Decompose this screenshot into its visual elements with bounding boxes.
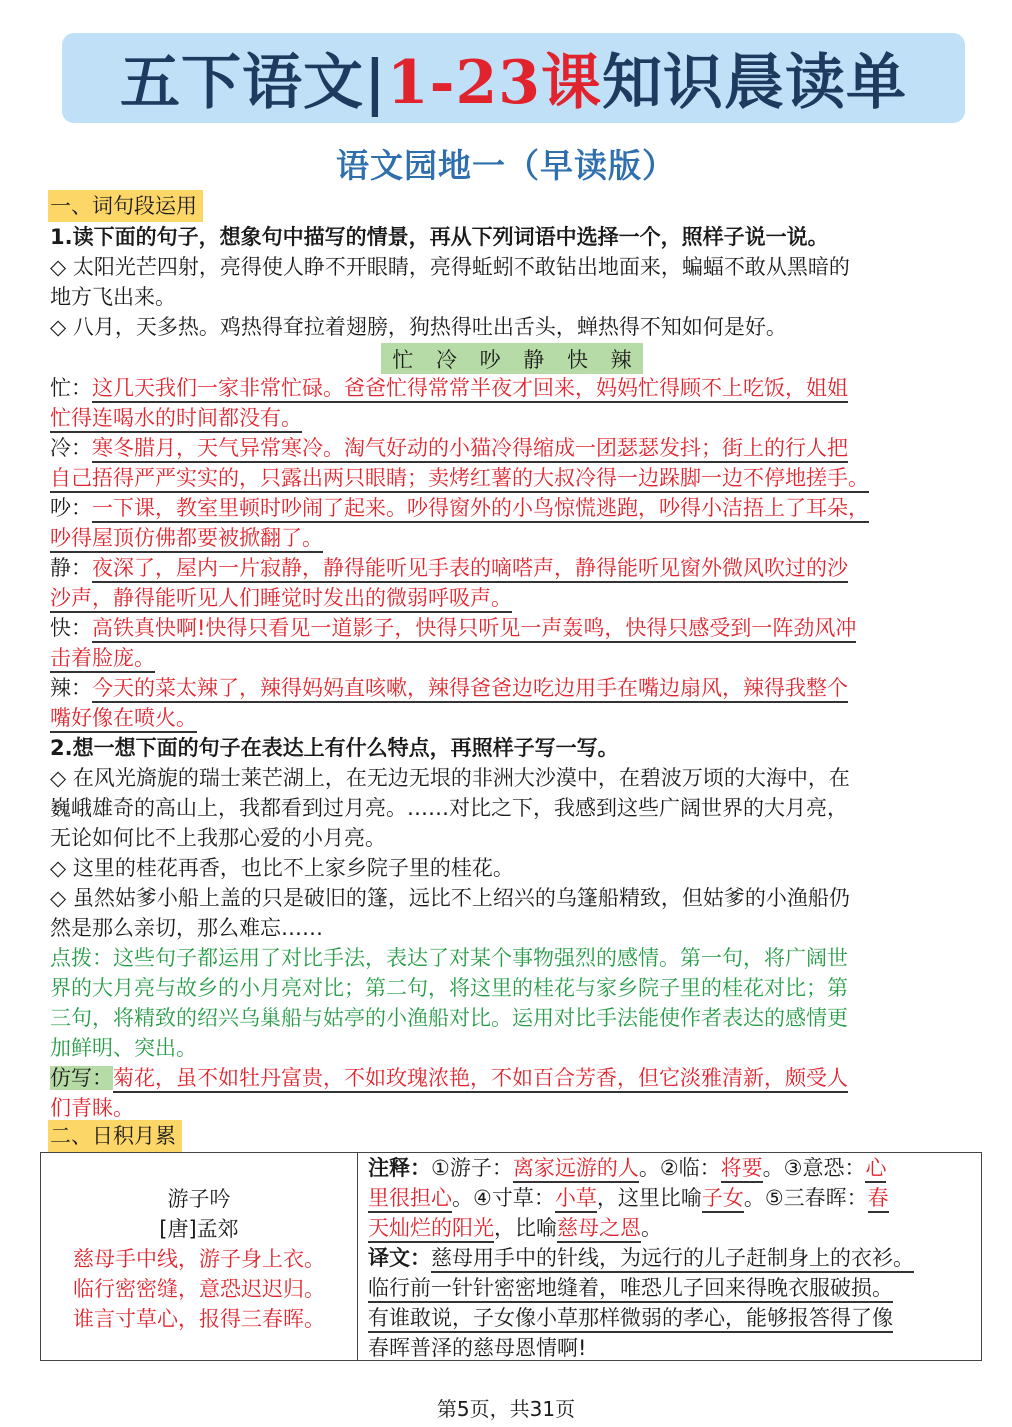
- translation-line3: 有谁敢说，子女像小草那样微弱的孝心，能够报答得了像: [368, 1303, 893, 1333]
- word-choice: 静: [523, 347, 545, 372]
- answer-la-line2: 嘴好像在喷火。: [50, 703, 197, 733]
- word-choice: 快: [566, 347, 588, 372]
- translation-line1: 译文：慈母用手中的针线，为远行的儿子赶制身上的衣衫。: [368, 1243, 914, 1273]
- answer-jing-line1: 静：夜深了，屋内一片寂静，静得能听见手表的嘀嗒声，静得能听见窗外微风吹过的沙: [50, 553, 848, 583]
- translation-line4: 春晖普泽的慈母恩情啊!: [368, 1336, 587, 1360]
- section-heading-1: 一、词句段运用: [48, 190, 203, 222]
- tip-line4: 加鲜明、突出。: [50, 1036, 197, 1060]
- q1-example-1-line2: 地方飞出来。: [50, 285, 176, 309]
- word-choice: 吵: [479, 347, 501, 372]
- q2-example-1-line1: ◇ 在风光旖旎的瑞士莱芒湖上，在无边无垠的非洲大沙漠中，在碧波万顷的大海中，在: [50, 766, 850, 790]
- word-choice: 辣: [610, 347, 632, 372]
- subtitle: 语文园地一（早读版）: [336, 146, 676, 185]
- q2-example-1-line3: 无论如何比不上我那心爱的小月亮。: [50, 826, 386, 850]
- q2-example-3-line1: ◇ 虽然姑爹小船上盖的只是破旧的篷，远比不上绍兴的乌篷船精致，但姑爹的小渔船仍: [50, 886, 850, 910]
- tip-line3: 三句，将精致的绍兴乌巢船与姑亭的小渔船对比。运用对比手法能使作者表达的感情更: [50, 1006, 848, 1030]
- notes-line2: 里很担心。④寸草：小草，这里比喻子女。⑤三春晖：春: [368, 1183, 889, 1213]
- imitation-label: 仿写：: [50, 1066, 113, 1090]
- notes-cell: [358, 1153, 982, 1361]
- answer-kuai-line2: 击着脸庞。: [50, 643, 155, 673]
- q2-example-1-line2: 巍峨雄奇的高山上，我都看到过月亮。……对比之下，我感到这些广阔世界的大月亮，: [50, 796, 848, 820]
- answer-leng-line1: 冷：寒冬腊月，天气异常寒冷。淘气好动的小猫冷得缩成一团瑟瑟发抖；街上的行人把: [50, 433, 848, 463]
- answer-mang-line2: 忙得连喝水的时间都没有。: [50, 403, 302, 433]
- title-banner: [62, 33, 965, 123]
- word-choice: 冷: [435, 347, 457, 372]
- answer-chao-line2: 吵得屋顶仿佛都要被掀翻了。: [50, 523, 323, 553]
- q1-example-2: ◇ 八月，天多热。鸡热得耷拉着翅膀，狗热得吐出舌头，蝉热得不知如何是好。: [50, 315, 787, 339]
- section-heading-2: 二、日积月累: [48, 1120, 182, 1152]
- answer-mang-line1: 忙：这几天我们一家非常忙碌。爸爸忙得常常半夜才回来，妈妈忙得顾不上吃饭，姐姐: [50, 373, 848, 403]
- answer-la-line1: 辣：今天的菜太辣了，辣得妈妈直咳嗽，辣得爸爸边吃边用手在嘴边扇风，辣得我整个: [50, 673, 848, 703]
- poem-line: 谁言寸草心，报得三春晖。: [73, 1307, 325, 1331]
- word-choice: 忙: [392, 347, 414, 372]
- q2-example-3-line2: 然是那么亲切，那么难忘……: [50, 916, 323, 940]
- tip-line2: 界的大月亮与故乡的小月亮对比；第二句，将这里的桂花与家乡院子里的桂花对比；第: [50, 976, 848, 1000]
- poem-table: [40, 1152, 982, 1361]
- answer-leng-line2: 自己捂得严严实实的，只露出两只眼睛；卖烤红薯的大叔冷得一边跺脚一边不停地搓手。: [50, 463, 869, 493]
- q2-example-2: ◇ 这里的桂花再香，也比不上家乡院子里的桂花。: [50, 856, 514, 880]
- question-1-prompt: 1.读下面的句子，想象句中描写的情景，再从下列词语中选择一个，照样子说一说。: [50, 225, 829, 249]
- poem-author: [唐]孟郊: [159, 1217, 239, 1241]
- answer-kuai-line1: 快：高铁真快啊!快得只看见一道影子，快得只听见一声轰鸣，快得只感受到一阵劲风冲: [50, 613, 856, 643]
- imitation-line1: 仿写：菊花，虽不如牡丹富贵，不如玫瑰浓艳，不如百合芳香，但它淡雅清新，颇受人: [50, 1063, 848, 1093]
- word-choices: [381, 343, 643, 374]
- answer-jing-line2: 沙声，静得能听见人们睡觉时发出的微弱呼吸声。: [50, 583, 512, 613]
- notes-line3: 天灿烂的阳光，比喻慈母之恩。: [368, 1213, 662, 1243]
- poem-cell: [41, 1153, 358, 1361]
- notes-line1: 注释：①游子：离家远游的人。②临：将要。③意恐：心: [368, 1153, 886, 1183]
- translation-line2: 临行前一针针密密地缝着，唯恐儿子回来得晚衣服破损。: [368, 1273, 893, 1303]
- q1-example-1-line1: ◇ 太阳光芒四射，亮得使人睁不开眼睛，亮得蚯蚓不敢钻出地面来，蝙蝠不敢从黑暗的: [50, 255, 850, 279]
- page-number: 第5页，共31页: [436, 1397, 576, 1421]
- tip-line1: 点拨：这些句子都运用了对比手法，表达了对某个事物强烈的感情。第一句，将广阔世: [50, 946, 848, 970]
- poem-line: 临行密密缝，意恐迟迟归。: [73, 1277, 325, 1301]
- imitation-line2: 们青睐。: [50, 1093, 134, 1123]
- question-2-prompt: 2.想一想下面的句子在表达上有什么特点，再照样子写一写。: [50, 736, 619, 760]
- page-title: 五下语文|1-23课知识晨读单: [120, 48, 907, 118]
- poem-line: 慈母手中线，游子身上衣。: [73, 1247, 325, 1271]
- poem-title: 游子吟: [167, 1187, 231, 1211]
- answer-chao-line1: 吵：一下课，教室里顿时吵闹了起来。吵得窗外的小鸟惊慌逃跑，吵得小洁捂上了耳朵，: [50, 493, 869, 523]
